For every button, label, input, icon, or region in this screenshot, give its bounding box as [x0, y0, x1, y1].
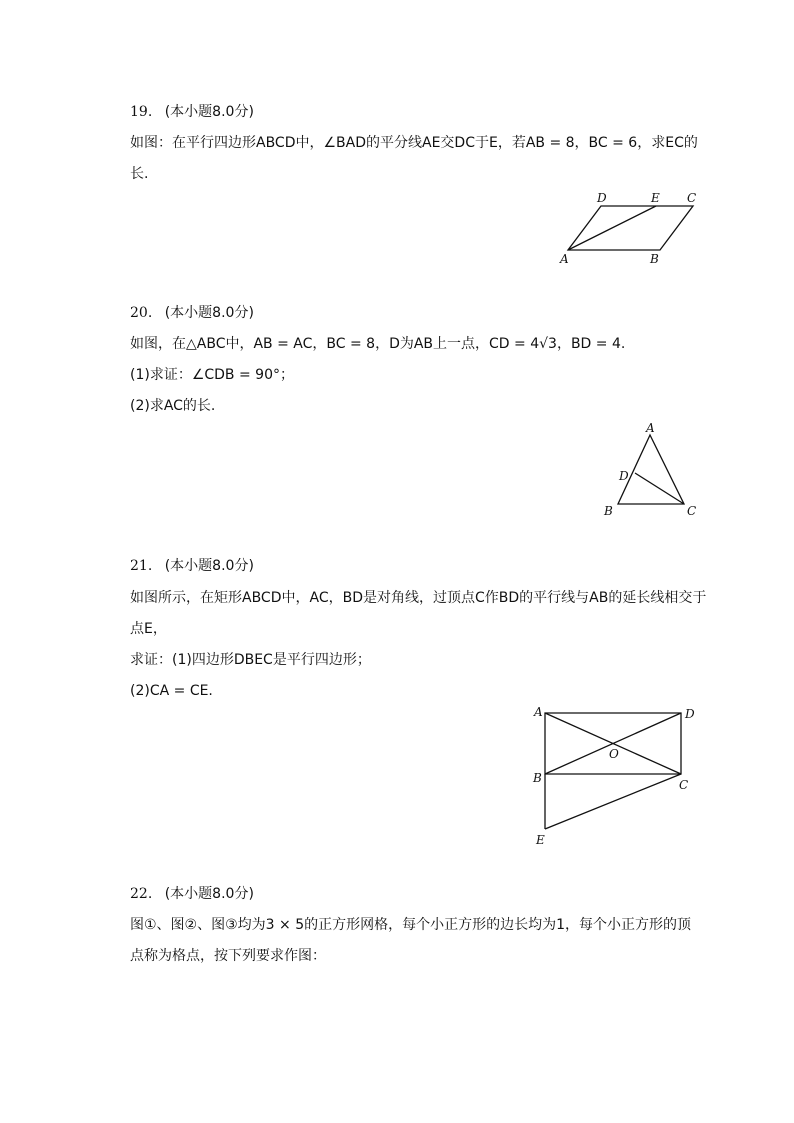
question-points: (本小题8.0分): [164, 305, 254, 321]
label-d: D: [619, 469, 629, 483]
parallelogram-figure: [550, 188, 710, 268]
label-c: C: [687, 191, 697, 205]
rectangle-figure: [525, 700, 705, 850]
question-21-text-line-2: 点E，: [130, 621, 167, 637]
question-19-text-line-1: 如图：在平行四边形ABCD中，∠BAD的平分线AE交DC于E，若AB = 8，BC = 6，求EC的: [130, 135, 698, 151]
label-d: D: [685, 707, 695, 721]
question-number: 21.: [130, 558, 153, 574]
question-22-text-line-1: 图①、图②、图③均为3 × 5的正方形网格，每个小正方形的边长均为1，每个小正方形的顶: [130, 917, 692, 933]
label-e: E: [536, 833, 545, 847]
label-b: B: [533, 771, 542, 785]
bisector-ae: [568, 206, 656, 250]
label-a: A: [646, 421, 655, 435]
label-a: A: [534, 705, 543, 719]
label-b: B: [604, 504, 613, 518]
question-19-text-line-2: 长.: [130, 166, 149, 182]
question-20-text-line-2: (1)求证：∠CDB = 90°；: [130, 367, 294, 383]
question-22-header: [130, 884, 254, 904]
question-20-text-line-1: 如图，在△ABC中，AB = AC，BC = 8，D为AB上一点，CD = 4√3，BD = 4.: [130, 336, 626, 352]
label-o: O: [609, 747, 619, 761]
question-number: 19.: [130, 104, 153, 120]
parallelogram-abcd-outline: [568, 206, 693, 250]
label-c: C: [679, 778, 689, 792]
label-e: E: [651, 191, 660, 205]
question-number: 22.: [130, 886, 153, 902]
question-19-header: [130, 102, 254, 122]
question-21-text-line-1: 如图所示，在矩形ABCD中，AC，BD是对角线，过顶点C作BD的平行线与AB的延长线相交于: [130, 590, 707, 606]
question-22-text-line-2: 点称为格点，按下列要求作图：: [130, 948, 326, 964]
question-points: (本小题8.0分): [164, 886, 254, 902]
question-21-text-line-3: 求证：(1)四边形DBEC是平行四边形；: [130, 652, 371, 668]
label-d: D: [597, 191, 607, 205]
label-c: C: [687, 504, 697, 518]
question-20-header: [130, 303, 254, 323]
segment-ce: [545, 774, 681, 829]
question-number: 20.: [130, 305, 153, 321]
question-21-header: [130, 556, 254, 576]
question-points: (本小题8.0分): [164, 104, 254, 120]
question-20-text-line-3: (2)求AC的长.: [130, 398, 216, 414]
triangle-figure: [600, 420, 710, 525]
label-a: A: [560, 252, 569, 266]
question-21-text-line-4: (2)CA = CE.: [130, 683, 213, 699]
question-points: (本小题8.0分): [164, 558, 254, 574]
label-b: B: [650, 252, 659, 266]
